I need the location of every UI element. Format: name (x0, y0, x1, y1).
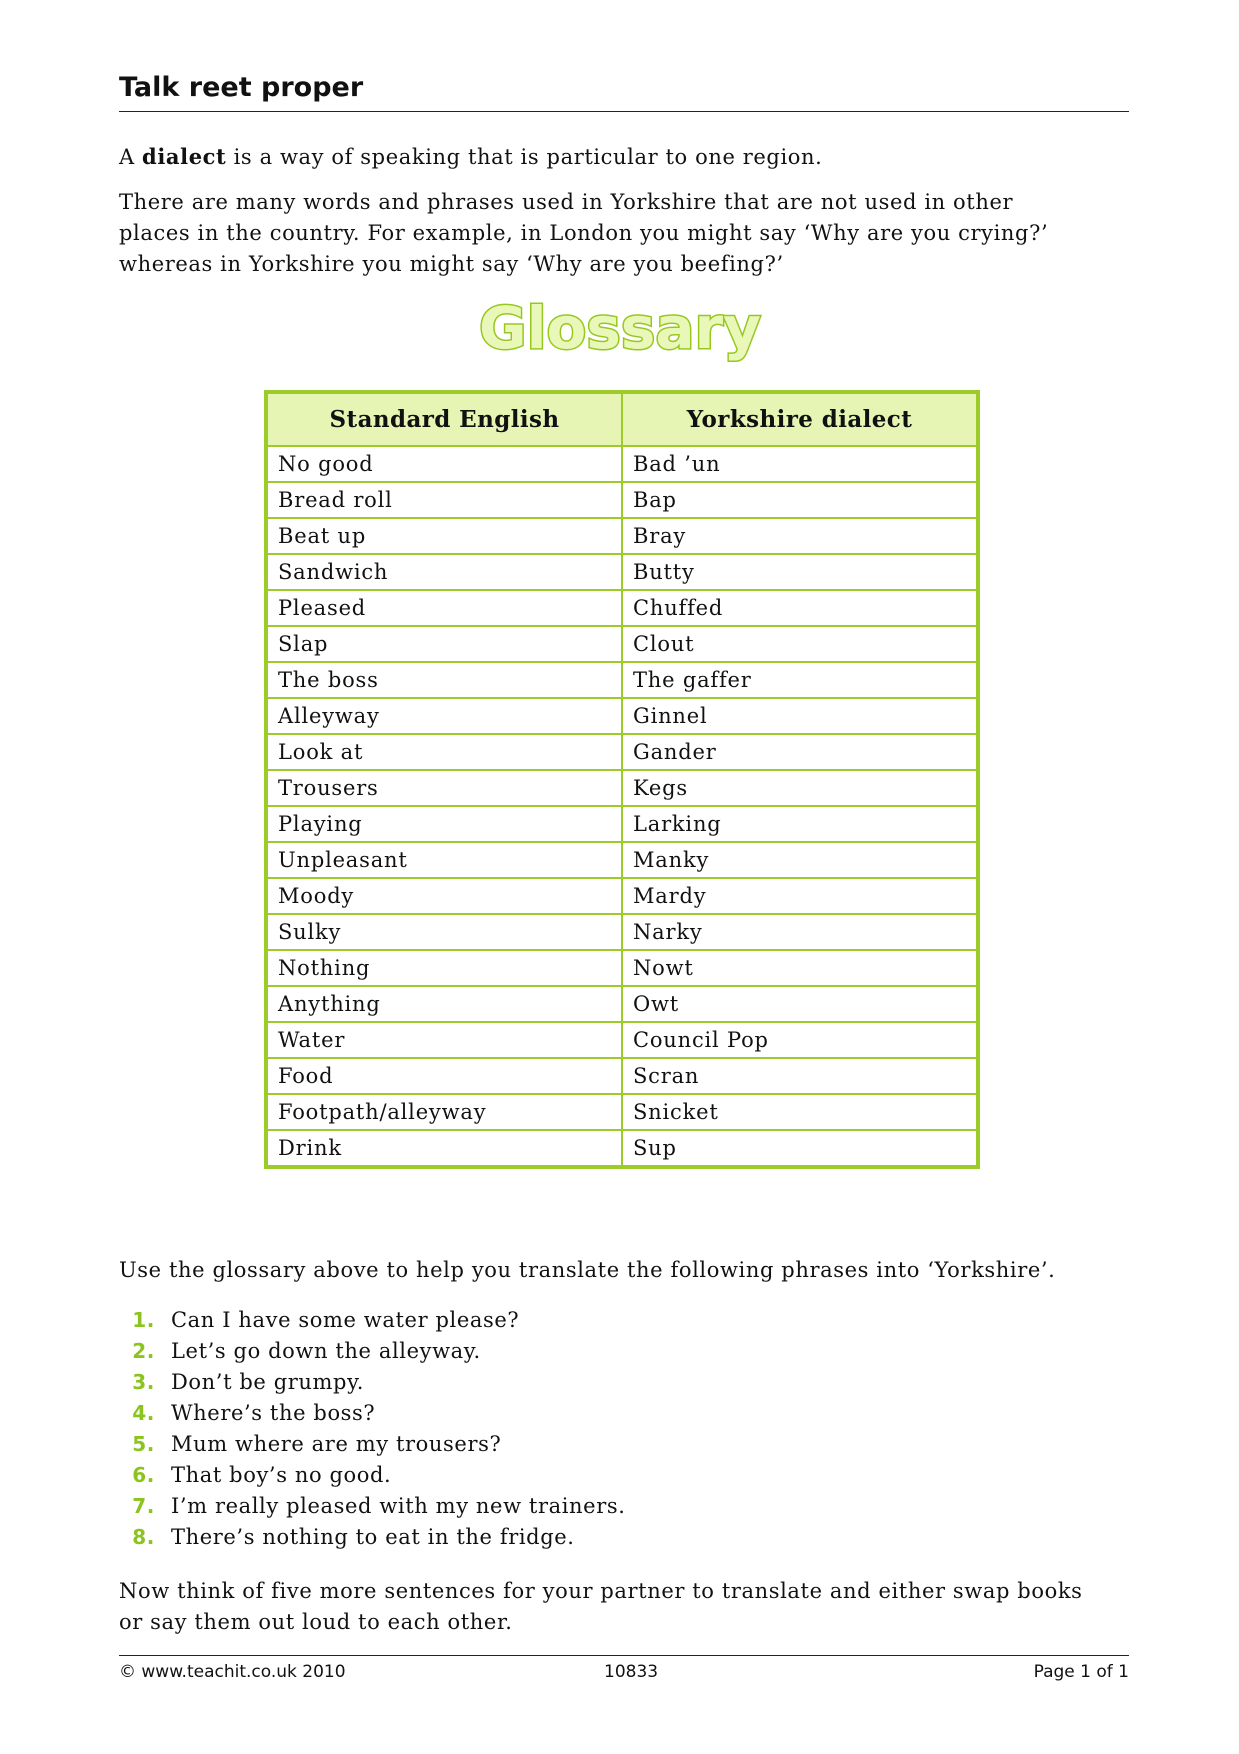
glossary-row (266, 482, 978, 518)
phrase-text: Where’s the boss? (171, 1401, 376, 1425)
footer (119, 1655, 1129, 1682)
intro-term: dialect (142, 144, 227, 169)
glossary-row (266, 554, 978, 590)
phrase-item (119, 1367, 626, 1398)
closing-paragraph: Now think of five more sentences for your partner to translate and either swap books or say them out loud to each other. (119, 1579, 1083, 1634)
glossary-row (266, 878, 978, 914)
yorkshire-dialect-cell: Manky (622, 842, 978, 878)
glossary-row (266, 590, 978, 626)
standard-english-cell: Trousers (266, 770, 622, 806)
glossary-row (266, 806, 978, 842)
yorkshire-dialect-cell: The gaffer (622, 662, 978, 698)
glossary-heading-svg (470, 296, 770, 370)
standard-english-cell: Moody (266, 878, 622, 914)
standard-english-cell: Slap (266, 626, 622, 662)
standard-english-cell: Water (266, 1022, 622, 1058)
header-standard-english: Standard English (266, 392, 622, 446)
glossary-row (266, 950, 978, 986)
glossary-table (264, 390, 980, 1169)
yorkshire-dialect-cell: Scran (622, 1058, 978, 1094)
phrase-text: Don’t be grumpy. (171, 1370, 365, 1394)
standard-english-cell: Alleyway (266, 698, 622, 734)
phrase-number: 7. (132, 1494, 155, 1518)
footer-code: 10833 (604, 1662, 659, 1682)
phrase-text: I’m really pleased with my new trainers. (171, 1494, 626, 1518)
standard-english-cell: Nothing (266, 950, 622, 986)
phrase-number: 4. (132, 1401, 155, 1425)
phrase-number: 8. (132, 1525, 155, 1549)
phrase-number: 6. (132, 1463, 155, 1487)
footer-page: Page 1 of 1 (1033, 1662, 1129, 1682)
glossary-row (266, 1058, 978, 1094)
glossary-row (266, 698, 978, 734)
standard-english-cell: Unpleasant (266, 842, 622, 878)
standard-english-cell: Food (266, 1058, 622, 1094)
intro-paragraph (119, 141, 1089, 173)
yorkshire-dialect-cell: Larking (622, 806, 978, 842)
phrase-number: 2. (132, 1339, 155, 1363)
page-title: Talk reet proper (119, 72, 1129, 112)
glossary-row (266, 1094, 978, 1130)
standard-english-cell: Anything (266, 986, 622, 1022)
phrase-text: Can I have some water please? (171, 1308, 520, 1332)
glossary-row (266, 1022, 978, 1058)
phrase-item (119, 1491, 626, 1522)
standard-english-cell: Sandwich (266, 554, 622, 590)
intro-before: A (119, 145, 143, 169)
phrase-text: Let’s go down the alleyway. (171, 1339, 481, 1363)
yorkshire-dialect-cell: Butty (622, 554, 978, 590)
phrase-item (119, 1398, 626, 1429)
phrase-list (119, 1305, 626, 1553)
glossary-row (266, 986, 978, 1022)
footer-copyright: © www.teachit.co.uk 2010 (119, 1662, 346, 1682)
phrase-item (119, 1305, 626, 1336)
phrase-item (119, 1522, 626, 1553)
glossary-row (266, 914, 978, 950)
glossary-row (266, 734, 978, 770)
yorkshire-dialect-cell: Bad ’un (622, 446, 978, 482)
glossary-row (266, 446, 978, 482)
glossary-row (266, 1130, 978, 1167)
standard-english-cell: Look at (266, 734, 622, 770)
phrase-text: There’s nothing to eat in the fridge. (171, 1525, 575, 1549)
yorkshire-dialect-cell: Nowt (622, 950, 978, 986)
phrase-item (119, 1460, 626, 1491)
yorkshire-dialect-cell: Ginnel (622, 698, 978, 734)
standard-english-cell: The boss (266, 662, 622, 698)
standard-english-cell: Footpath/alleyway (266, 1094, 622, 1130)
intro-after: is a way of speaking that is particular to one region. (226, 145, 823, 169)
yorkshire-dialect-cell: Snicket (622, 1094, 978, 1130)
phrase-text: That boy’s no good. (171, 1463, 392, 1487)
standard-english-cell: Sulky (266, 914, 622, 950)
yorkshire-dialect-cell: Sup (622, 1130, 978, 1167)
standard-english-cell: No good (266, 446, 622, 482)
example-paragraph: There are many words and phrases used in Yorkshire that are not used in other places in the country. For example, in London you might say ‘Why are you crying?’ whereas in Yorkshire you might say ‘Why are you beefing?’ (119, 190, 1049, 276)
standard-english-cell: Playing (266, 806, 622, 842)
yorkshire-dialect-cell: Bap (622, 482, 978, 518)
glossary-row (266, 770, 978, 806)
phrase-number: 5. (132, 1432, 155, 1456)
glossary-header-row (266, 392, 978, 446)
standard-english-cell: Drink (266, 1130, 622, 1167)
standard-english-cell: Pleased (266, 590, 622, 626)
yorkshire-dialect-cell: Owt (622, 986, 978, 1022)
glossary-body (266, 446, 978, 1167)
yorkshire-dialect-cell: Kegs (622, 770, 978, 806)
phrase-item (119, 1429, 626, 1460)
header-yorkshire-dialect: Yorkshire dialect (622, 392, 978, 446)
standard-english-cell: Beat up (266, 518, 622, 554)
yorkshire-dialect-cell: Mardy (622, 878, 978, 914)
glossary-heading-text: Glossary (478, 296, 761, 362)
glossary-row (266, 662, 978, 698)
phrase-text: Mum where are my trousers? (171, 1432, 502, 1456)
phrase-item (119, 1336, 626, 1367)
yorkshire-dialect-cell: Council Pop (622, 1022, 978, 1058)
standard-english-cell: Bread roll (266, 482, 622, 518)
yorkshire-dialect-cell: Narky (622, 914, 978, 950)
glossary-row (266, 842, 978, 878)
yorkshire-dialect-cell: Gander (622, 734, 978, 770)
yorkshire-dialect-cell: Bray (622, 518, 978, 554)
yorkshire-dialect-cell: Clout (622, 626, 978, 662)
glossary-row (266, 518, 978, 554)
glossary-row (266, 626, 978, 662)
instruction-text: Use the glossary above to help you translate the following phrases into ‘Yorkshire’. (119, 1258, 1056, 1282)
glossary-heading (0, 296, 1239, 374)
phrase-number: 3. (132, 1370, 155, 1394)
yorkshire-dialect-cell: Chuffed (622, 590, 978, 626)
phrase-number: 1. (132, 1308, 155, 1332)
